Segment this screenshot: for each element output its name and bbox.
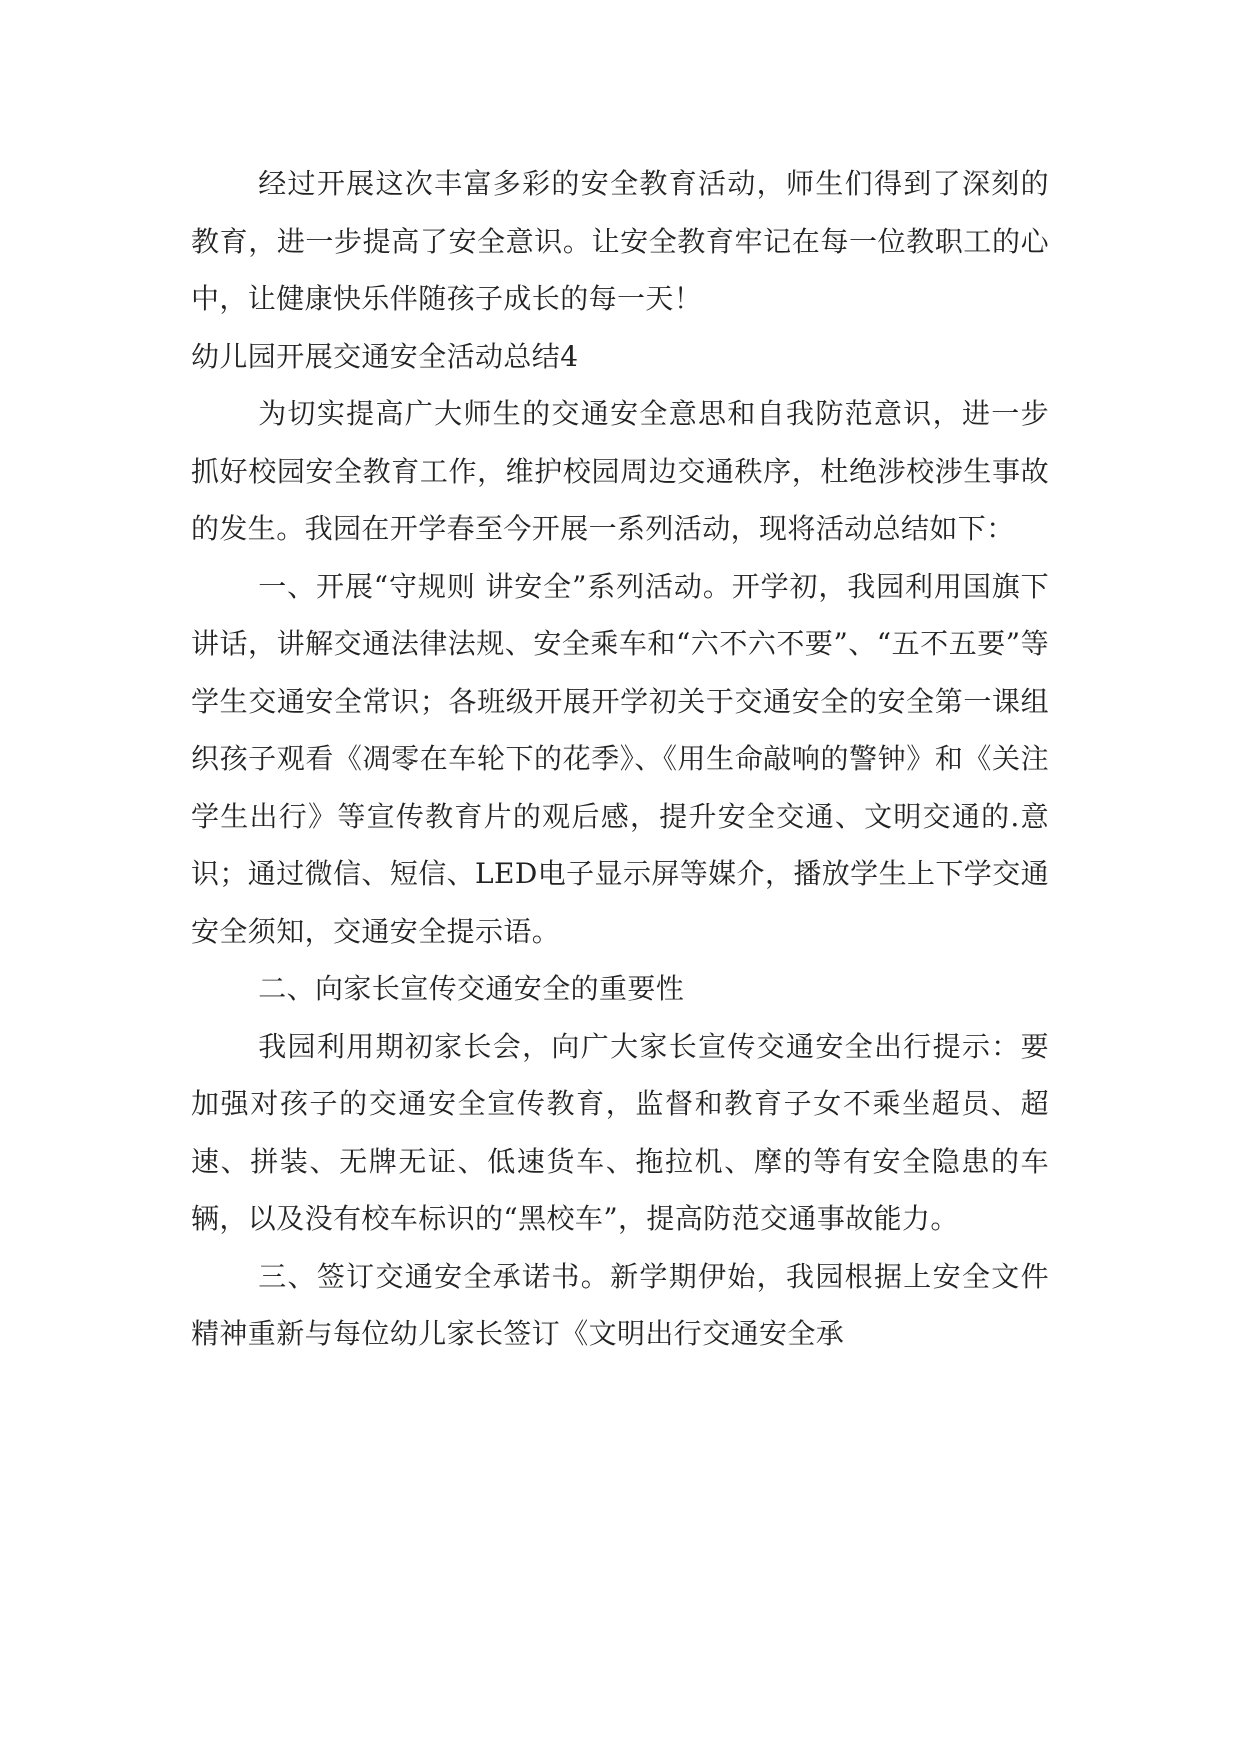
paragraph-item-1: 一、开展“守规则 讲安全”系列活动。开学初，我园利用国旗下讲话，讲解交通法律法规、安全乘车和“六不六不要”、“五不五要”等学生交通安全常识；各班级开展开学初关于交通安全的安全第一课组织孩子观看《凋零在车轮下的花季》、《用生命敲响的警钟》和《关注学生出行》等宣传教育片的观后感，提升安全交通、文明交通的.意识；通过微信、短信、LED电子显示屏等媒介，播放学生上下学交通安全须知，交通安全提示语。 [191, 569, 1049, 948]
document-body [191, 155, 1049, 1363]
paragraph-intro: 为切实提高广大师生的交通安全意思和自我防范意识，进一步抓好校园安全教育工作，维护校园周边交通秩序，杜绝涉校涉生事故的发生。我园在开学春至今开展一系列活动，现将活动总结如下： [191, 397, 1049, 545]
paragraph-summary: 经过开展这次丰富多彩的安全教育活动，师生们得到了深刻的教育，进一步提高了安全意识。让安全教育牢记在每一位教职工的心中，让健康快乐伴随孩子成长的每一天！ [191, 167, 1049, 315]
paragraph-item-2-title: 二、向家长宣传交通安全的重要性 [258, 972, 685, 1005]
paragraph-item-3: 三、签订交通安全承诺书。新学期伊始，我园根据上安全文件精神重新与每位幼儿家长签订《文明出行交通安全承 [191, 1259, 1049, 1350]
paragraph-item-2-body: 我园利用期初家长会，向广大家长宣传交通安全出行提示：要加强对孩子的交通安全宣传教育，监督和教育子女不乘坐超员、超速、拼装、无牌无证、低速货车、拖拉机、摩的等有安全隐患的车辆，以及没有校车标识的“黑校车”，提高防范交通事故能力。 [191, 1029, 1049, 1235]
section-title: 幼儿园开展交通安全活动总结4 [191, 339, 579, 373]
